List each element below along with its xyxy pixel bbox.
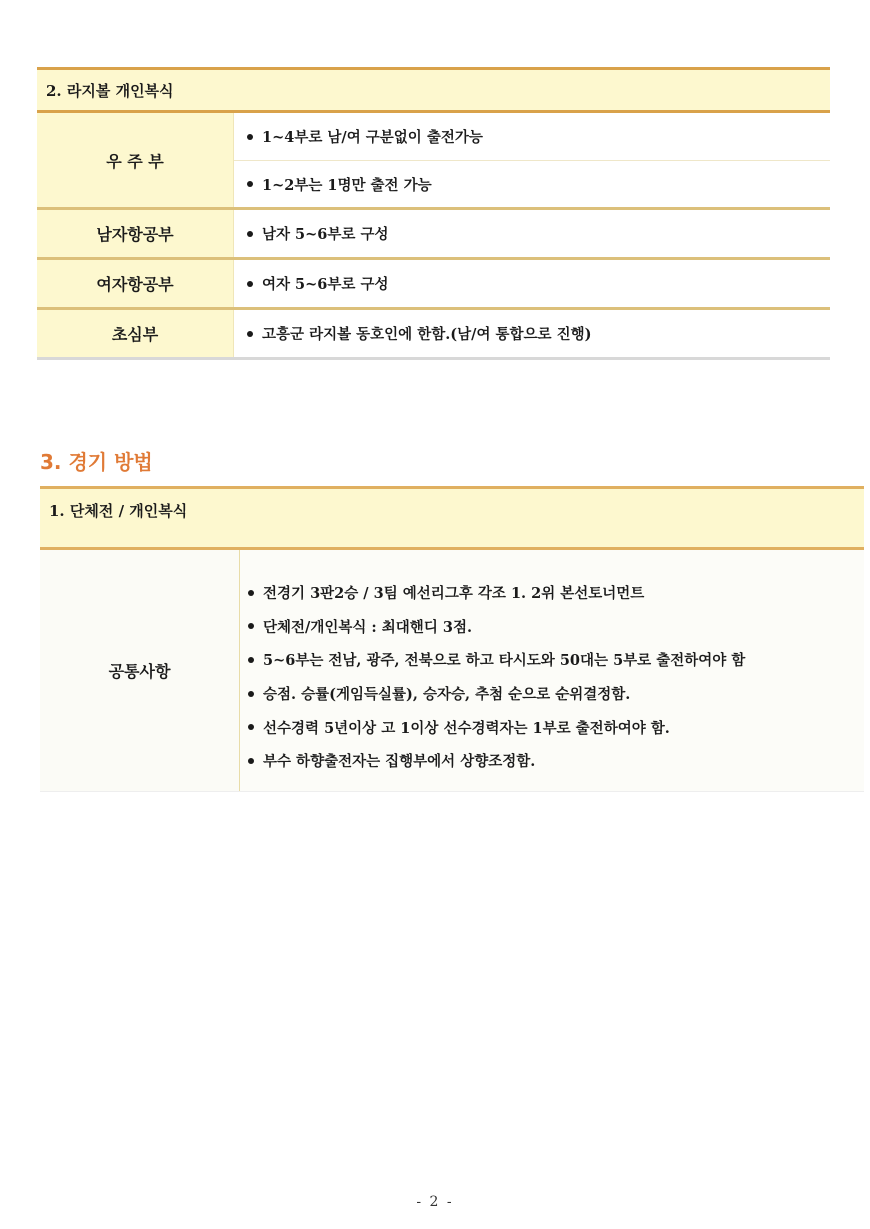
row-values [234,310,830,357]
list-item [234,260,830,307]
item-text: 선수경력 5년이상 고 1이상 선수경력자는 1부로 출전하여야 함. [263,719,670,737]
item-text: 5~6부는 전남, 광주, 전북으로 하고 타시도와 50대는 5부로 출전하여야 함 [263,652,746,670]
bullet-icon [247,331,253,337]
row-values [234,260,830,307]
list-item [248,744,864,778]
table-row [37,210,830,260]
row-label: 여자항공부 [37,260,234,307]
list-item [234,210,830,257]
list-item [234,310,830,357]
bullet-icon [248,691,254,697]
list-item [248,677,864,711]
bullet-icon [248,758,254,764]
match-method-table [40,486,864,792]
division-table-header: 2. 라지볼 개인복식 [37,67,830,113]
bullet-icon [247,181,253,187]
item-text: 1~4부로 남/여 구분없이 출전가능 [262,129,483,146]
row-label: 공통사항 [40,550,240,791]
row-values [234,113,830,207]
item-text: 단체전/개인복식 : 최대핸디 3점. [263,618,473,636]
bullet-icon [247,281,253,287]
item-text: 여자 5~6부로 구성 [262,276,389,293]
match-method-table-header: 1. 단체전 / 개인복식 [40,486,864,550]
bullet-icon [248,590,254,596]
item-text: 남자 5~6부로 구성 [262,226,389,243]
item-text: 1~2부는 1명만 출전 가능 [262,176,432,194]
list-item [248,576,864,610]
table-row [37,260,830,310]
list-item [248,610,864,644]
row-label: 남자항공부 [37,210,234,257]
bullet-icon [248,724,254,730]
bullet-icon [248,623,254,629]
list-item [234,113,830,160]
bullet-icon [247,231,253,237]
rules-list [240,550,864,791]
row-values [234,210,830,257]
list-item [248,710,864,744]
item-text: 승점. 승률(게임득실률), 승자승, 추첨 순으로 순위결정함. [263,686,631,704]
table-row [37,113,830,210]
row-label: 우 주 부 [37,113,234,207]
row-label: 초심부 [37,310,234,357]
bullet-icon [247,134,253,140]
list-item [234,160,830,207]
item-text: 전경기 3판2승 / 3팀 예선리그후 각조 1. 2위 본선토너먼트 [263,585,645,603]
bullet-icon [248,657,254,663]
section-title: 3. 경기 방법 [40,450,153,474]
list-item [248,643,864,677]
table-row [37,310,830,360]
page-number: - 2 - [416,1194,454,1210]
division-table [37,67,830,360]
item-text: 고흥군 라지볼 동호인에 한함.(남/여 통합으로 진행) [262,326,592,343]
item-text: 부수 하향출전자는 집행부에서 상향조정함. [263,753,536,771]
table-row [40,550,864,792]
